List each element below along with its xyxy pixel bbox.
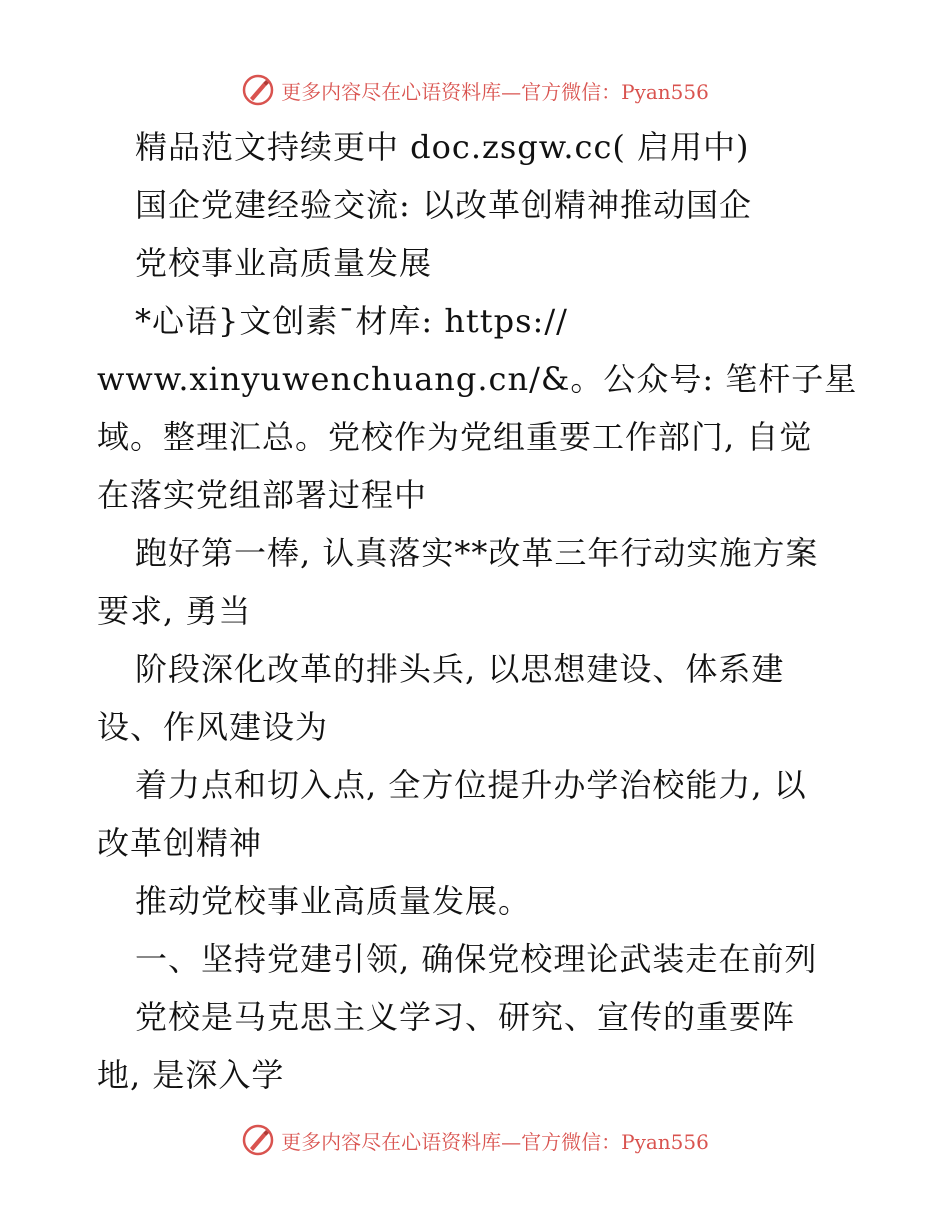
text-line: 推动党校事业高质量发展。 <box>135 882 532 920</box>
banner-text: 更多内容尽在心语资料库—官方微信：Pyan556 <box>281 79 709 104</box>
banner-inner <box>241 73 709 107</box>
text-line: www.xinyuwenchuang.cn/&。公众号: 笔杆子星 <box>97 360 858 398</box>
pen-logo-icon <box>241 1123 275 1157</box>
header-banner <box>0 70 950 110</box>
text-line: *心语}文创素¯材库: https:// <box>135 302 568 340</box>
text-line: 在落实党组部署过程中 <box>97 476 428 514</box>
text-line: 党校是马克思主义学习、研究、宣传的重要阵 <box>135 998 796 1036</box>
text-line: 阶段深化改革的排头兵, 以思想建设、体系建 <box>135 650 785 688</box>
text-line: 要求, 勇当 <box>97 592 252 630</box>
text-line: 设、作风建设为 <box>97 708 329 746</box>
document-body <box>97 118 857 1104</box>
text-line: 域。整理汇总。党校作为党组重要工作部门, 自觉 <box>97 418 813 456</box>
banner-inner <box>241 1123 709 1157</box>
banner-text: 更多内容尽在心语资料库—官方微信：Pyan556 <box>281 1129 709 1154</box>
text-line: 党校事业高质量发展 <box>135 244 433 282</box>
text-line: 着力点和切入点, 全方位提升办学治校能力, 以 <box>135 766 807 804</box>
text-line: 国企党建经验交流: 以改革创精神推动国企 <box>135 186 752 224</box>
text-line: 跑好第一棒, 认真落实**改革三年行动实施方案 <box>135 534 819 572</box>
footer-banner <box>0 1120 950 1160</box>
text-line: 精品范文持续更中 doc.zsgw.cc( 启用中) <box>135 128 750 166</box>
text-line: 地, 是深入学 <box>97 1056 285 1094</box>
text-line: 一、坚持党建引领, 确保党校理论武装走在前列 <box>135 940 818 978</box>
text-line: 改革创精神 <box>97 824 263 862</box>
pen-logo-icon <box>241 73 275 107</box>
